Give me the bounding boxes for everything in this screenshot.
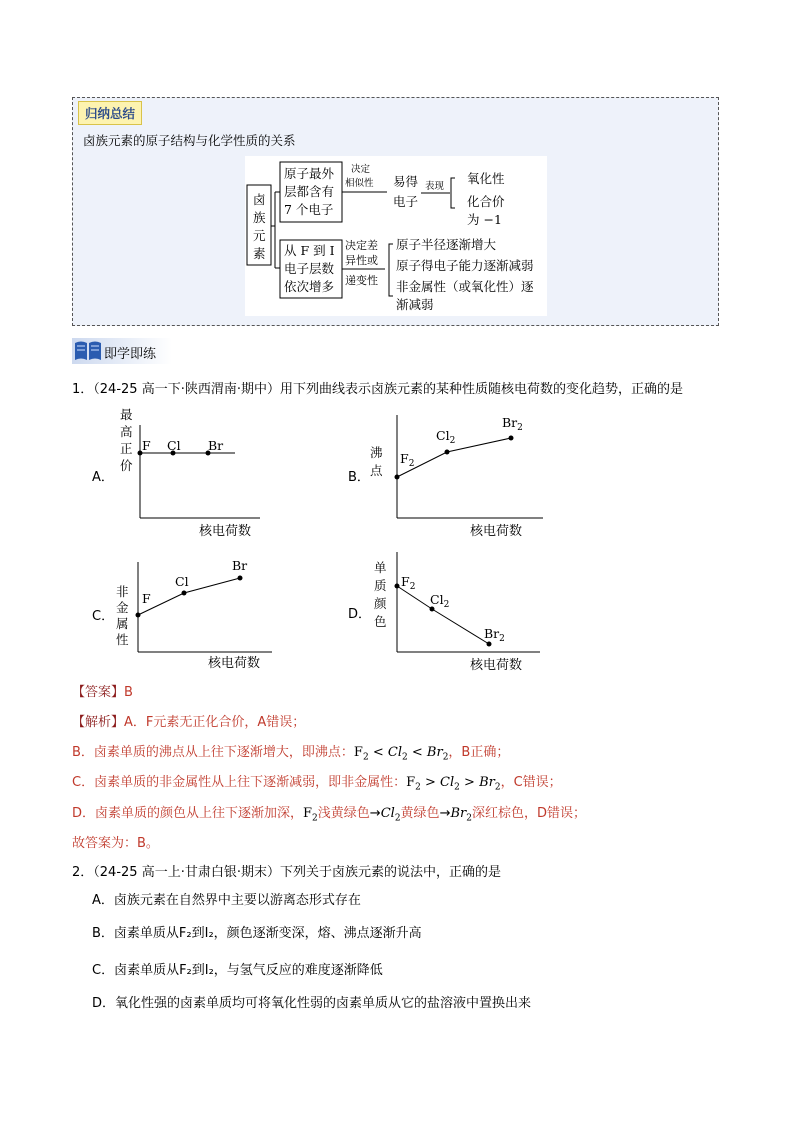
point-label: $F_2$ — [401, 574, 416, 592]
y-label: 正 — [120, 441, 133, 456]
y-label: 价 — [120, 458, 133, 473]
question-source: （24-25 高一下·陕西渭南·期中） — [93, 382, 280, 397]
decide-diff: 递变性 — [345, 274, 378, 287]
q2-option-b[interactable]: B．卤素单质从F₂到I₂，颜色逐渐变深，熔、沸点逐渐升高 — [92, 926, 422, 941]
data-point — [136, 613, 141, 618]
y-label: 质 — [374, 578, 387, 593]
bottom-box-line: 电子层数 — [284, 261, 335, 276]
point-label: F — [142, 438, 151, 453]
trend-line: 渐减弱 — [396, 297, 434, 312]
summary-title: 卤族元素的原子结构与化学性质的关系 — [83, 133, 296, 148]
book-icon — [73, 340, 103, 362]
y-label: 高 — [120, 424, 133, 439]
data-point — [395, 475, 400, 480]
point-label: Cl — [167, 438, 181, 453]
point-label: Br — [232, 558, 248, 573]
point-label: $Br_2$ — [484, 626, 505, 644]
bracket — [271, 192, 280, 268]
analysis-c: C．卤素单质的非金属性从上往下逐渐减弱，即非金属性：$F_2 > Cl_2 > Br_2$，C错误； — [72, 775, 562, 793]
data-point — [430, 607, 435, 612]
question-stem: 用下列曲线表示卤族元素的某种性质随核电荷数的变化趋势，正确的是 — [279, 382, 683, 397]
element-char: 族 — [253, 210, 266, 225]
y-label: 最 — [120, 407, 133, 422]
chart-d — [372, 548, 542, 663]
question-number: 2． — [72, 865, 94, 880]
q2-option-a[interactable]: A．卤族元素在自然界中主要以游离态形式存在 — [92, 893, 361, 908]
bottom-box-line: 从 F 到 I — [284, 243, 335, 258]
element-char: 素 — [253, 246, 266, 261]
data-point — [395, 584, 400, 589]
option-a-label[interactable]: A． — [92, 470, 114, 485]
trend-line: 原子得电子能力逐渐减弱 — [396, 258, 534, 273]
y-label: 非 — [116, 584, 129, 599]
valence-label: 化合价 — [467, 194, 505, 209]
data-point — [487, 642, 492, 647]
point-label: F — [142, 591, 151, 606]
point-label: $Cl_2$ — [436, 428, 456, 446]
y-label: 金 — [116, 600, 129, 615]
q2-option-c[interactable]: C．卤素单质从F₂到I₂，与氢气反应的难度逐渐降低 — [92, 963, 383, 978]
answer-line — [72, 681, 133, 700]
y-label: 颜 — [374, 596, 387, 611]
top-box-line: 7 个电子 — [284, 202, 334, 217]
point-label: $Br_2$ — [502, 415, 523, 433]
analysis-b: B．卤素单质的沸点从上往下逐渐增大，即沸点：$F_2 < Cl_2 < Br_2$，B正确； — [72, 745, 510, 763]
top-box-line: 原子最外 — [284, 166, 335, 181]
y-label: 属 — [116, 616, 129, 631]
answer-value: B — [124, 685, 133, 700]
decide-diff: 决定差 — [345, 239, 378, 252]
x-label: 核电荷数 — [208, 656, 261, 671]
element-char: 元 — [253, 228, 266, 243]
point-label: $Cl_2$ — [430, 592, 450, 610]
bottom-box-line: 依次增多 — [284, 279, 335, 294]
conclusion: 故答案为：B。 — [72, 836, 159, 851]
easy-gain: 易得 — [393, 174, 419, 189]
decide-diff: 异性或 — [345, 254, 378, 267]
data-point — [445, 450, 450, 455]
bracket — [389, 244, 393, 296]
valence-label: 为 −1 — [467, 212, 502, 227]
question-number: 1． — [72, 382, 94, 397]
y-label: 沸 — [370, 445, 383, 460]
diagram-svg — [245, 156, 547, 316]
q2-option-d[interactable]: D．氧化性强的卤素单质均可将氧化性弱的卤素单质从它的盐溶液中置换出来 — [92, 996, 532, 1011]
top-box-line: 层都含有 — [284, 184, 335, 199]
data-point — [509, 436, 514, 441]
question-1 — [72, 378, 683, 397]
summary-tag: 归纳总结 — [78, 101, 142, 125]
section-label: 即学即练 — [104, 347, 157, 362]
x-label: 核电荷数 — [470, 524, 523, 539]
question-stem: 下列关于卤族元素的说法中，正确的是 — [279, 865, 501, 880]
point-label: Cl — [175, 574, 189, 589]
bracket — [451, 178, 455, 208]
show-label: 表现 — [425, 181, 445, 192]
option-d-label[interactable]: D． — [348, 607, 372, 622]
x-label: 核电荷数 — [470, 658, 523, 673]
trend-line: 非金属性（或氧化性）逐 — [396, 279, 534, 294]
decide-label: 相似性 — [345, 178, 374, 189]
element-char: 卤 — [253, 192, 266, 207]
analysis-tag: 【解析】 — [72, 715, 125, 730]
answer-tag: 【答案】 — [72, 685, 125, 700]
y-label: 点 — [370, 463, 383, 478]
relation-diagram — [245, 156, 547, 316]
decide-label: 决定 — [351, 164, 371, 175]
series-line — [138, 578, 240, 615]
point-label: Br — [208, 438, 224, 453]
y-label: 单 — [374, 560, 387, 575]
question-2 — [72, 861, 501, 880]
easy-gain: 电子 — [393, 194, 419, 209]
y-label: 色 — [374, 614, 387, 629]
option-b-label[interactable]: B． — [348, 470, 370, 485]
data-point — [182, 591, 187, 596]
question-source: （24-25 高一上·甘肃白银·期末） — [93, 865, 280, 880]
option-c-label[interactable]: C． — [92, 609, 115, 624]
y-label: 性 — [116, 632, 129, 647]
x-label: 核电荷数 — [199, 524, 252, 539]
ox-label: 氧化性 — [467, 171, 505, 186]
data-point — [238, 576, 243, 581]
analysis-d: D．卤素单质的颜色从上往下逐渐加深，$F_2$浅黄绿色$\to Cl_2$黄绿色$\to Br_2$深红棕色，D错误； — [72, 806, 586, 824]
chart-c — [112, 556, 272, 656]
point-label: $F_2$ — [400, 451, 415, 469]
trend-line: 原子半径逐渐增大 — [396, 237, 497, 252]
analysis-a: 【解析】A．F元素无正化合价，A错误； — [72, 715, 306, 730]
